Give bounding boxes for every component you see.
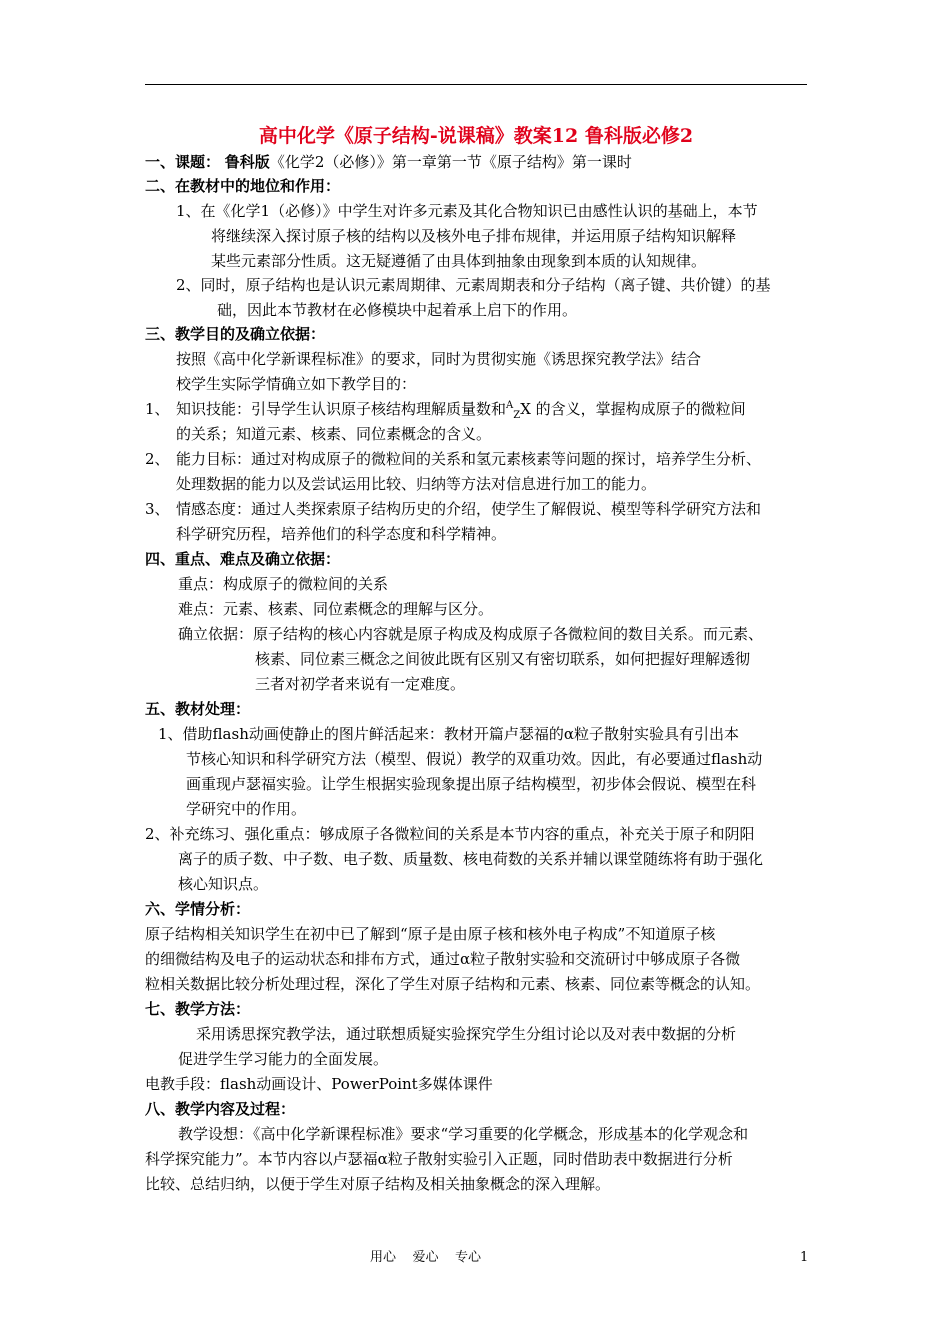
- section-3-intro-line: 校学生实际学情确立如下教学目的：: [176, 375, 417, 393]
- difficult-point: 难点：元素、核素、同位素概念的理解与区分。: [178, 600, 494, 618]
- page-number: 1: [800, 1250, 809, 1265]
- goal-1-line: 的关系；知道元素、核素、同位素概念的含义。: [176, 425, 492, 443]
- basis-line: 三者对初学者来说有一定难度。: [255, 675, 466, 693]
- section-2-p1-line: 1、在《化学1（必修）》中学生对许多元素及其化合物知识已由感性认识的基础上，本节: [176, 202, 758, 220]
- atomic-number-subscript: Z: [513, 410, 521, 421]
- section-5-p1-line: 画重现卢瑟福实验。让学生根据实验现象提出原子结构模型，初步体会假说、模型在科: [186, 775, 757, 793]
- section-8-line: 教学设想：《高中化学新课程标准》要求“学习重要的化学概念，形成基本的化学观念和: [178, 1125, 749, 1143]
- section-3-heading: 三、教学目的及确立依据：: [145, 325, 326, 343]
- section-2-p1-line: 某些元素部分性质。这无疑遵循了由具体到抽象由现象到本质的认知规律。: [211, 252, 707, 270]
- section-topic-publisher: 鲁科版: [224, 153, 270, 171]
- section-7-line: 促进学生学习能力的全面发展。: [178, 1050, 389, 1068]
- section-topic-text: 《化学2（必修）》第一章第一节《原子结构》第一课时: [269, 153, 632, 171]
- goal-1-text: 知识技能：引导学生认识原子核结构理解质量数和: [176, 400, 507, 418]
- goal-1-line: [176, 397, 746, 421]
- basis-line: 确立依据：原子结构的核心内容就是原子构成及构成原子各微粒间的数目关系。而元素、: [178, 625, 764, 643]
- goal-3-line: 科学研究历程，培养他们的科学态度和科学精神。: [176, 525, 507, 543]
- basis-line: 核素、同位素三概念之间彼此既有区别又有密切联系，如何把握好理解透彻: [255, 650, 751, 668]
- section-5-p1-line: 节核心知识和科学研究方法（模型、假说）教学的双重功效。因此，有必要通过flash动: [186, 750, 763, 768]
- mass-number-superscript: A: [506, 400, 514, 411]
- section-7-heading: 七、教学方法：: [145, 1000, 251, 1018]
- section-6-line: 粒相关数据比较分析处理过程，深化了学生对原子结构和元素、核素、同位素等概念的认知。: [145, 975, 761, 993]
- section-topic-label: 一、课题：: [145, 153, 221, 171]
- goal-2-number: 2、: [145, 450, 170, 468]
- section-8-line: 科学探究能力”。本节内容以卢瑟福α粒子散射实验引入正题，同时借助表中数据进行分析: [145, 1150, 733, 1168]
- section-2-heading: 二、在教材中的地位和作用：: [145, 177, 341, 195]
- section-2-p2-line: 础，因此本节教材在必修模块中起着承上启下的作用。: [217, 301, 578, 319]
- section-5-p2-line: 离子的质子数、中子数、电子数、质量数、核电荷数的关系并辅以课堂随练将有助于强化: [178, 850, 764, 868]
- goal-1-number: 1、: [145, 400, 170, 418]
- section-8-line: 比较、总结归纳，以便于学生对原子结构及相关抽象概念的深入理解。: [145, 1175, 611, 1193]
- goal-1-text-continued: 的含义，掌握构成原子的微粒间: [535, 400, 746, 418]
- section-topic: [145, 150, 632, 174]
- key-point: 重点：构成原子的微粒间的关系: [178, 575, 389, 593]
- goal-2-line: 能力目标：通过对构成原子的微粒间的关系和氢元素核素等问题的探讨，培养学生分析、: [176, 450, 762, 468]
- section-6-line: 的细微结构及电子的运动状态和排布方式，通过α粒子散射实验和交流研讨中够成原子各微: [145, 950, 741, 968]
- section-5-heading: 五、教材处理：: [145, 700, 251, 718]
- section-4-heading: 四、重点、难点及确立依据：: [145, 550, 341, 568]
- section-7-line: 采用诱思探究教学法，通过联想质疑实验探究学生分组讨论以及对表中数据的分析: [196, 1025, 737, 1043]
- section-5-p2-line: 核心知识点。: [178, 875, 269, 893]
- media-tools: 电教手段：flash动画设计、PowerPoint多媒体课件: [145, 1075, 493, 1093]
- section-3-intro-line: 按照《高中化学新课程标准》的要求，同时为贯彻实施《诱思探究教学法》结合: [176, 350, 702, 368]
- footer-motto: 用心 爱心 专心: [370, 1250, 482, 1265]
- element-symbol: X: [520, 400, 531, 418]
- section-5-p2-line: 2、补充练习、强化重点：够成原子各微粒间的关系是本节内容的重点，补充关于原子和阴阳: [145, 825, 755, 843]
- goal-2-line: 处理数据的能力以及尝试运用比较、归纳等方法对信息进行加工的能力。: [176, 475, 657, 493]
- document-title: 高中化学《原子结构-说课稿》教案12 鲁科版必修2: [258, 125, 694, 147]
- section-8-heading: 八、教学内容及过程：: [145, 1100, 296, 1118]
- section-2-p1-line: 将继续深入探讨原子核的结构以及核外电子排布规律，并运用原子结构知识解释: [211, 227, 737, 245]
- section-2-p2-line: 2、同时，原子结构也是认识元素周期律、元素周期表和分子结构（离子键、共价键）的基: [176, 276, 771, 294]
- goal-3-line: 情感态度：通过人类探索原子结构历史的介绍，使学生了解假说、模型等科学研究方法和: [176, 500, 762, 518]
- header-rule: [145, 84, 807, 85]
- section-5-p1-line: 1、借助flash动画使静止的图片鲜活起来：教材开篇卢瑟福的α粒子散射实验具有引出本: [158, 725, 739, 743]
- goal-3-number: 3、: [145, 500, 170, 518]
- section-6-heading: 六、学情分析：: [145, 900, 251, 918]
- section-6-line: 原子结构相关知识学生在初中已了解到“原子是由原子核和核外电子构成”不知道原子核: [145, 925, 716, 943]
- section-5-p1-line: 学研究中的作用。: [186, 800, 307, 818]
